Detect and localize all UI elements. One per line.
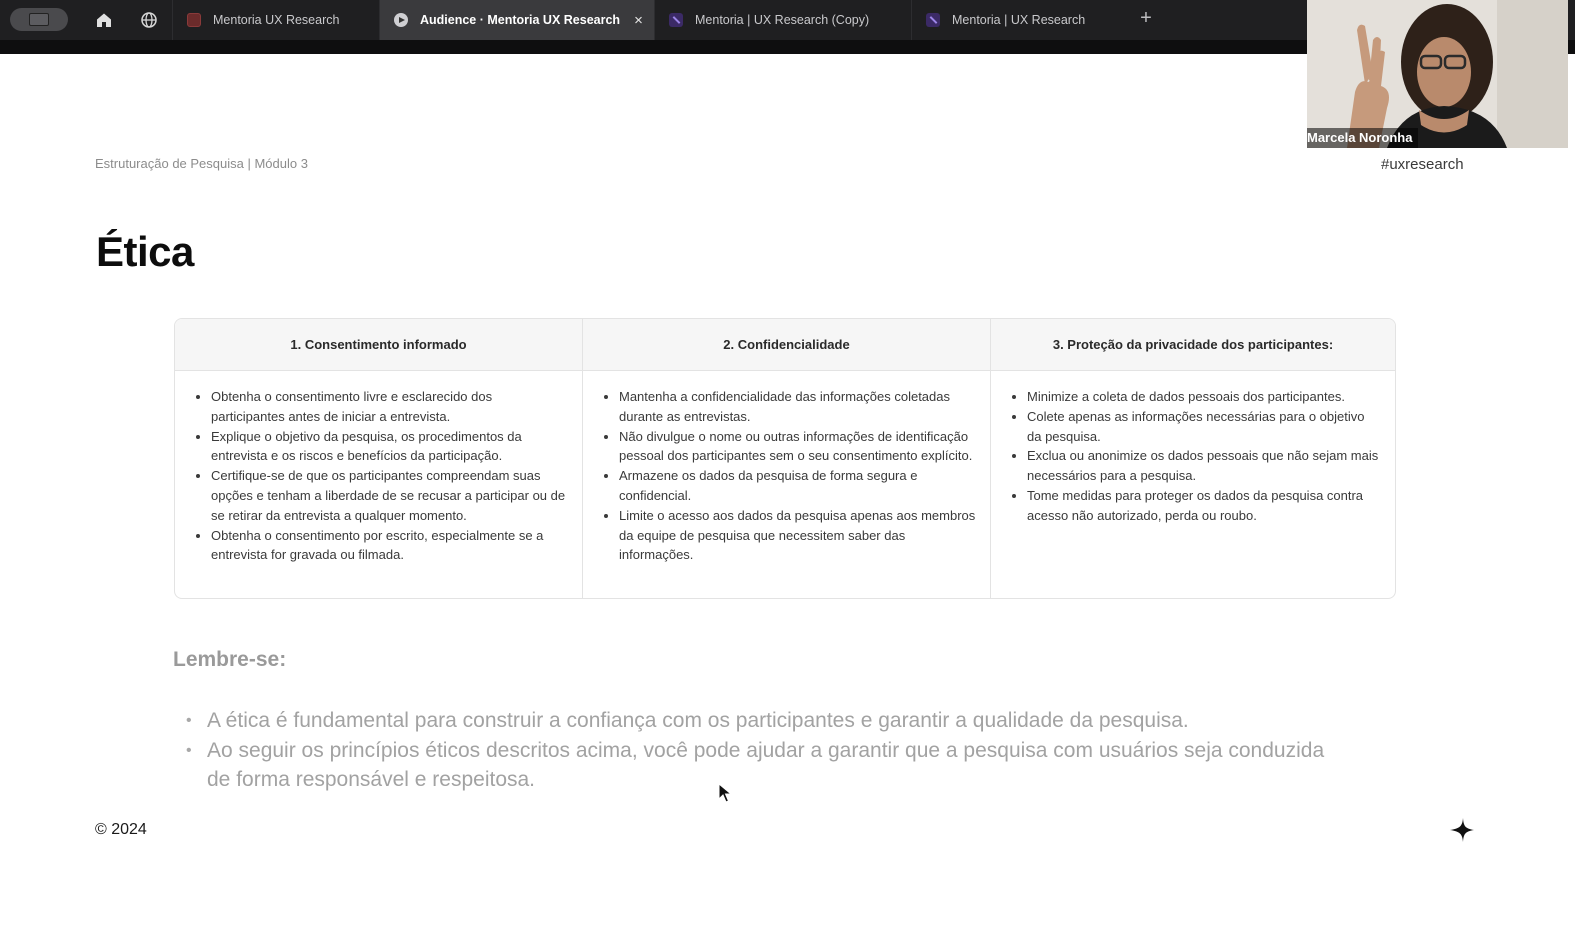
list-item: • Exclua ou anonimize os dados pessoais que não sejam mais necessários para a pesquisa. xyxy=(1027,446,1381,486)
window-switcher-button[interactable] xyxy=(10,8,68,31)
list-item: • Explique o objetivo da pesquisa, os procedimentos da entrevista e os riscos e benefícios da participação. xyxy=(211,427,568,467)
tab-label: Mentoria UX Research xyxy=(213,13,340,27)
sparkle-logo-icon xyxy=(1449,817,1475,843)
tab-close-button[interactable]: × xyxy=(634,11,643,29)
table-cell-consent xyxy=(175,371,582,598)
bullet-list xyxy=(605,387,976,565)
tab-mentoria-ux-research-file[interactable] xyxy=(911,0,1125,40)
list-item: • Limite o acesso aos dados da pesquisa apenas aos membros da equipe de pesquisa que necessitem saber das informações. xyxy=(619,506,976,565)
list-item: • Obtenha o consentimento livre e esclarecido dos participantes antes de iniciar a entrevista. xyxy=(211,387,568,427)
list-item: • Tome medidas para proteger os dados da pesquisa contra acesso não autorizado, perda ou roubo. xyxy=(1027,486,1381,526)
hashtag-label: #uxresearch xyxy=(1381,156,1464,173)
list-item: • Certifique-se de que os participantes compreendam suas opções e tenham a liberdade de se recusar a participar ou de se retirar da entrevista a qualquer momento. xyxy=(211,466,568,525)
globe-button[interactable] xyxy=(137,8,161,32)
tab-label: Mentoria | UX Research (Copy) xyxy=(695,13,870,27)
home-icon xyxy=(95,11,113,29)
list-item: • Obtenha o consentimento por escrito, especialmente se a entrevista for gravada ou filmada. xyxy=(211,526,568,566)
bullet-list xyxy=(197,387,568,565)
play-icon xyxy=(394,13,408,27)
table-cell-confidentiality xyxy=(582,371,990,598)
remember-list xyxy=(186,706,1346,795)
mouse-cursor-icon xyxy=(718,783,732,803)
list-item: • Armazene os dados da pesquisa de forma segura e confidencial. xyxy=(619,466,976,506)
tab-mentoria-copy[interactable] xyxy=(654,0,911,40)
participant-video-image xyxy=(1307,0,1568,148)
bullet-list xyxy=(1013,387,1381,526)
list-item: • Colete apenas as informações necessárias para o objetivo da pesquisa. xyxy=(1027,407,1381,447)
list-item: • A ética é fundamental para construir a confiança com os participantes e garantir a qualidade da pesquisa. xyxy=(186,706,1346,736)
list-item: • Ao seguir os princípios éticos descritos acima, você pode ajudar a garantir que a pesquisa com usuários seja conduzida de forma responsável e respeitosa. xyxy=(186,736,1346,795)
table-header-cell: 3. Proteção da privacidade dos participantes: xyxy=(990,319,1395,371)
figma-slides-icon xyxy=(187,13,201,27)
figma-file-icon xyxy=(926,13,940,27)
ethics-table xyxy=(174,318,1396,599)
tab-audience[interactable] xyxy=(379,0,654,40)
list-item: • Minimize a coleta de dados pessoais dos participantes. xyxy=(1027,387,1381,407)
screen-icon xyxy=(29,13,49,26)
table-header-cell: 1. Consentimento informado xyxy=(175,319,582,371)
breadcrumb: Estruturação de Pesquisa | Módulo 3 xyxy=(95,156,308,171)
table-cell-privacy xyxy=(990,371,1395,598)
page-title: Ética xyxy=(96,228,194,275)
copyright-text: © 2024 xyxy=(95,821,147,838)
tab-mentoria-ux-research[interactable] xyxy=(172,0,379,40)
list-item: • Mantenha a confidencialidade das informações coletadas durante as entrevistas. xyxy=(619,387,976,427)
participant-name: Marcela Noronha xyxy=(1307,128,1418,148)
list-item: • Não divulgue o nome ou outras informações de identificação pessoal dos participantes sem o seu consentimento explícito. xyxy=(619,427,976,467)
figma-file-icon xyxy=(669,13,683,27)
tab-label: Mentoria | UX Research xyxy=(952,13,1086,27)
globe-icon xyxy=(140,11,158,29)
tab-label: Audience · Mentoria UX Research xyxy=(420,13,621,27)
new-tab-button[interactable]: + xyxy=(1140,7,1152,29)
participant-video xyxy=(1307,0,1568,148)
table-header-cell: 2. Confidencialidade xyxy=(582,319,990,371)
home-button[interactable] xyxy=(92,8,116,32)
remember-heading: Lembre-se: xyxy=(173,648,287,671)
